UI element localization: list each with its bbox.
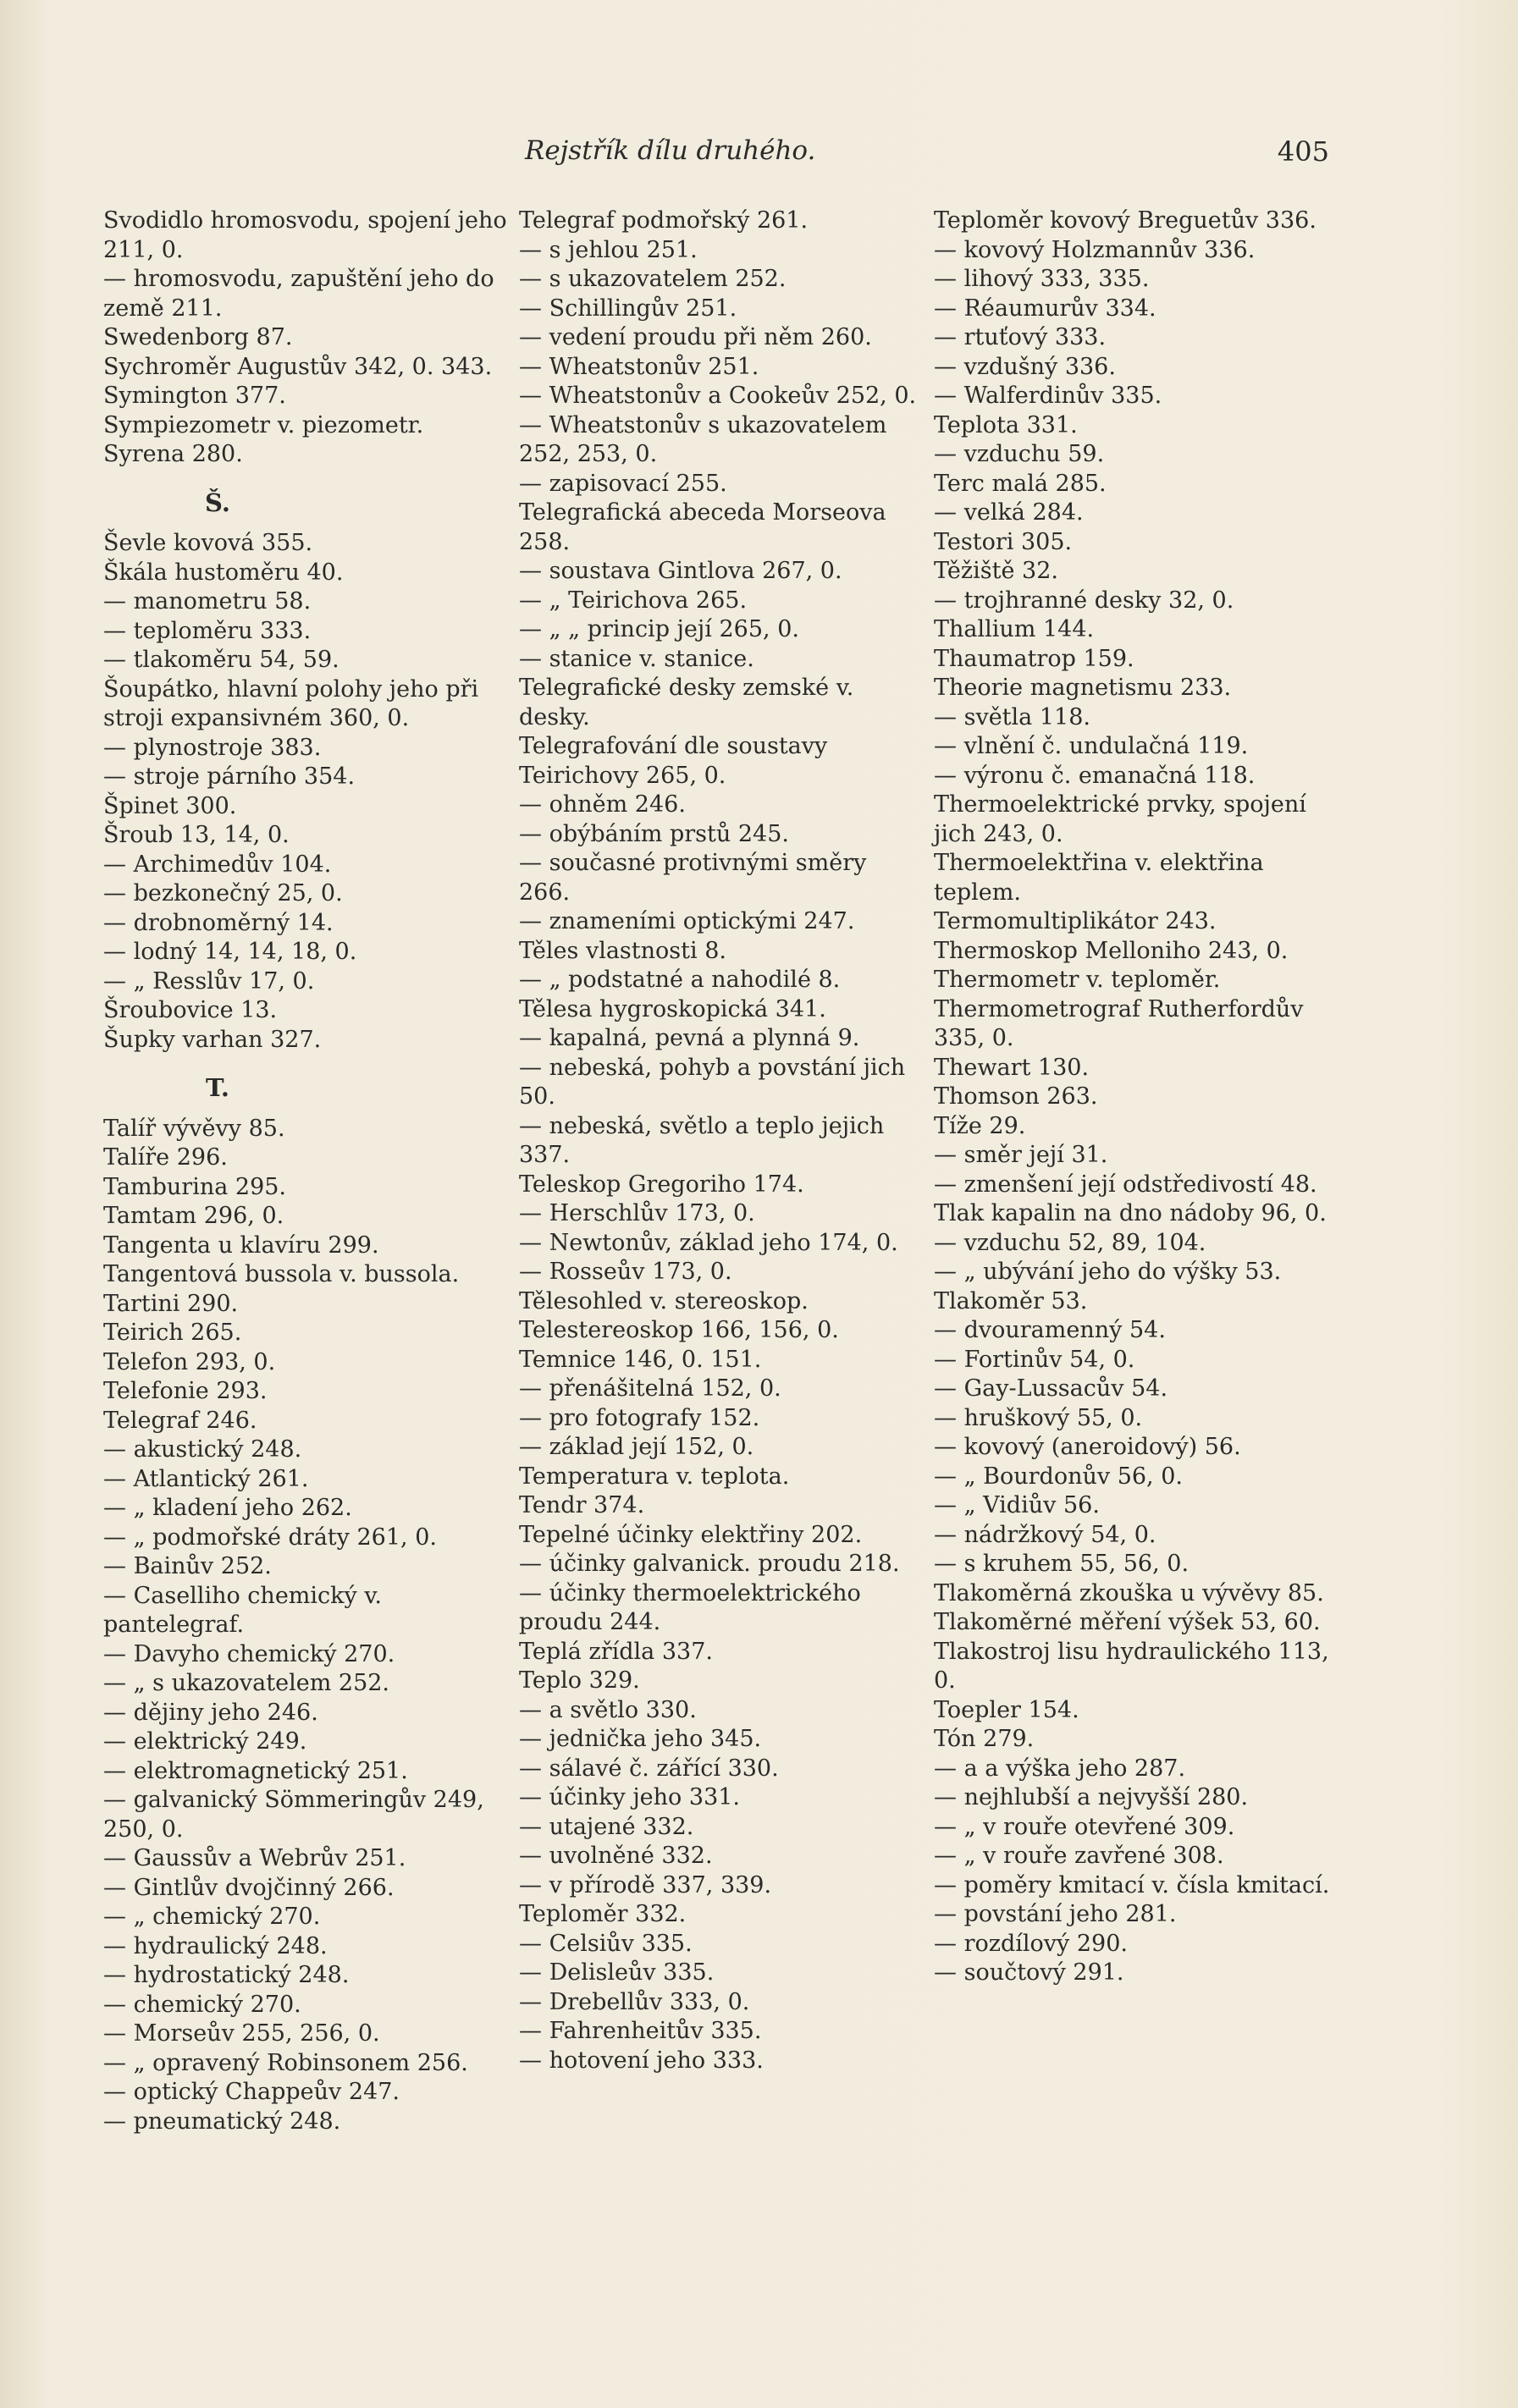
index-entry: — uvolněné 332. [519,1843,713,1869]
index-entry: — dvouramenný 54. [934,1317,1166,1343]
index-entry: Talíř vývěvy 85. [103,1115,285,1142]
index-entry: — „ „ princip její 265, 0. [519,616,799,642]
index-entry: Škála hustoměru 40. [103,559,344,586]
index-entry: Tlakoměrné měření výšek 53, 60. [934,1609,1321,1635]
index-entry: — světla 118. [934,703,1090,730]
index-entry: — teploměru 333. [103,617,312,644]
index-entry: Teploměr 332. [519,1901,687,1927]
index-entry: — trojhranné desky 32, 0. [934,587,1234,614]
index-entry: Svodidlo hromosvodu, spojení jeho 211, 0. [103,207,507,263]
index-entry: Tartini 290. [103,1290,239,1317]
section-letter-heading: Š. [204,488,230,517]
index-entry: Telegrafování dle soustavy Teirichovy 265, 0. [519,733,828,789]
index-entry: — optický Chappeův 247. [103,2079,400,2105]
index-entry: Šroubovice 13. [103,997,278,1023]
index-entry: — směr její 31. [934,1142,1108,1168]
index-entry: Teplota 331. [934,411,1078,438]
index-entry: Temnice 146, 0. 151. [519,1346,762,1373]
index-entry: — „ Teirichova 265. [519,587,748,614]
index-entry: — Gay-Lussacův 54. [934,1375,1168,1402]
index-entry: — základ její 152, 0. [519,1434,754,1460]
index-entry: Těles vlastnosti 8. [519,937,726,964]
index-entry: — nebeská, pohyb a povstání jich 50. [519,1054,906,1110]
index-entry: — vedení proudu při něm 260. [519,324,872,350]
index-entry: — Fortinův 54, 0. [934,1346,1135,1373]
index-entry: — tlakoměru 54, 59. [103,647,339,673]
index-entry: — bezkonečný 25, 0. [103,880,343,906]
index-entry: — kapalná, pevná a plynná 9. [519,1025,860,1051]
index-entry: Teploměr kovový Breguetův 336. [934,207,1317,234]
index-entry: — nejhlubší a nejvyšší 280. [934,1784,1249,1810]
index-entry: — Réaumurův 334. [934,295,1156,322]
index-entry: Toepler 154. [934,1696,1079,1723]
index-entry: — „ Bourdonův 56, 0. [934,1463,1183,1490]
index-entry: Šupky varhan 327. [103,1026,322,1053]
index-entry: — „ ubývání jeho do výšky 53. [934,1259,1282,1285]
index-entry: — galvanický Sömmeringův 249, 250, 0. [103,1787,484,1843]
index-entry: — výronu č. emanačná 118. [934,762,1256,789]
index-entry: — kovový (aneroidový) 56. [934,1434,1241,1460]
index-entry: — Wheatstonův s ukazovatelem 252, 253, 0. [519,411,887,467]
index-entry: Terc malá 285. [934,470,1107,497]
index-entry: — „ opravený Robinsonem 256. [103,2049,468,2076]
index-entry: — vzduchu 59. [934,441,1105,467]
index-column-right [934,207,1340,1988]
index-entry: Telegrafické desky zemské v. desky. [519,675,854,730]
index-entry: Thermoelektřina v. elektřina teplem. [934,850,1264,906]
index-entry: — „ Resslův 17, 0. [103,967,315,995]
index-entry: Teplo 329. [519,1667,640,1694]
index-entry: Thaumatrop 159. [934,645,1134,672]
index-entry: — Bainův 252. [103,1553,272,1579]
index-entry: Thermometr v. teploměr. [934,967,1221,993]
index-entry: — lihový 333, 335. [934,266,1150,292]
index-entry: Syrena 280. [103,441,243,467]
index-entry: — „ chemický 270. [103,1904,321,1930]
index-entry: — stroje párního 354. [103,763,356,790]
index-entry: — Rosseův 173, 0. [519,1259,732,1285]
index-entry: — lodný 14, 14, 18, 0. [103,939,357,965]
index-entry: Telegrafická abeceda Morseova 258. [519,499,886,555]
index-entry: Thallium 144. [934,616,1095,642]
index-entry: — Wheatstonův 251. [519,353,759,380]
index-entry: — Herschlův 173, 0. [519,1200,755,1226]
index-entry: — „ podmořské dráty 261, 0. [103,1524,437,1551]
index-entry: — soustava Gintlova 267, 0. [519,558,842,584]
index-entry: Swedenborg 87. [103,324,293,350]
index-entry: Šoupátko, hlavní polohy jeho při stroji expansivném 360, 0. [103,675,479,731]
index-entry: — obýbáním prstů 245. [519,820,789,847]
running-title: Rejstřík dílu druhého. [525,135,816,166]
index-entry: — Celsiův 335. [519,1930,693,1957]
index-entry: — „ kladení jeho 262. [103,1495,352,1521]
index-entry: — účinky galvanick. proudu 218. [519,1551,900,1577]
index-entry: — Gaussův a Webrův 251. [103,1845,406,1871]
index-entry: — účinky jeho 331. [519,1784,741,1810]
index-entry: — jednička jeho 345. [519,1726,762,1752]
index-entry: Tangenta u klavíru 299. [103,1232,379,1259]
index-entry: Symington 377. [103,383,286,409]
index-column-middle [519,207,921,2075]
index-column-left [103,207,510,2136]
index-entry: Teirich 265. [103,1320,242,1346]
index-entry: Tlakoměr 53. [934,1287,1088,1314]
index-entry: — Gintlův dvojčinný 266. [103,1874,395,1901]
index-entry: Telefonie 293. [103,1378,268,1404]
index-entry: — Fahrenheitův 335. [519,2018,762,2044]
index-entry: — „ s ukazovatelem 252. [103,1670,390,1696]
index-entry: — utajené 332. [519,1813,694,1840]
index-entry: — s jehlou 251. [519,236,698,263]
index-entry: Sychroměr Augustův 342, 0. 343. [103,353,493,380]
index-entry: Sympiezometr v. piezometr. [103,411,424,438]
index-entry: — pneumatický 248. [103,2108,341,2135]
index-entry: — hydraulický 248. [103,1932,328,1959]
index-entry: Thermoskop Melloniho 243, 0. [934,937,1289,964]
index-entry: Tepelné účinky elektřiny 202. [519,1521,863,1548]
index-entry: Temperatura v. teplota. [519,1463,790,1490]
index-entry: — současné protivnými směry 266. [519,850,867,906]
index-entry: — hromosvodu, zapuštění jeho do země 211. [103,266,494,322]
index-entry: — nádržkový 54, 0. [934,1521,1156,1548]
index-entry: Tamburina 295. [103,1173,287,1200]
index-entry: — manometru 58. [103,588,312,614]
index-entry: Telegraf 246. [103,1407,257,1434]
index-entry: Tíže 29. [934,1112,1026,1139]
index-entry: — vzdušný 336. [934,353,1116,380]
index-entry: — vlnění č. undulačná 119. [934,733,1249,759]
index-entry: Termomultiplikátor 243. [934,908,1217,934]
index-entry: Telefon 293, 0. [103,1348,276,1375]
index-entry: Testori 305. [934,528,1073,555]
index-entry: — zmenšení její odstředivostí 48. [934,1171,1317,1198]
index-entry: — a světlo 330. [519,1696,697,1723]
index-entry: — v přírodě 337, 339. [519,1871,772,1898]
page-header [102,135,1329,178]
index-entry: — přenášitelná 152, 0. [519,1375,781,1402]
index-entry: — elektromagnetický 251. [103,1757,408,1784]
index-entry: — plynostroje 383. [103,734,322,761]
index-entry: — Davyho chemický 270. [103,1640,395,1667]
index-entry: Tendr 374. [519,1492,645,1518]
index-entry: — rtuťový 333. [934,324,1107,350]
index-entry: — ohněm 246. [519,791,686,818]
index-entry: — nebeská, světlo a teplo jejich 337. [519,1112,885,1168]
index-entry: — Drebellův 333, 0. [519,1988,750,2015]
index-entry: Tón 279. [934,1726,1035,1752]
index-entry: Tlakostroj lisu hydraulického 113, 0. [934,1638,1329,1694]
index-entry: Thewart 130. [934,1054,1090,1081]
index-entry: Theorie magnetismu 233. [934,675,1232,701]
index-entry: — „ v rouře zavřené 308. [934,1843,1224,1869]
index-entry: — Wheatstonův a Cookeův 252, 0. [519,383,917,409]
index-entry: Tělesa hygroskopická 341. [519,995,826,1022]
index-entry: — znameními optickými 247. [519,908,855,934]
index-entry: Ševle kovová 355. [103,530,313,556]
index-entry: — s kruhem 55, 56, 0. [934,1551,1190,1577]
index-entry: — Atlantický 261. [103,1465,309,1492]
index-entry: — povstání jeho 281. [934,1901,1177,1927]
index-entry: Telegraf podmořský 261. [519,207,809,234]
index-entry: — sálavé č. zářící 330. [519,1755,779,1782]
page-number: 405 [1277,135,1329,168]
index-entry: — hydrostatický 248. [103,1962,350,1988]
index-entry: — drobnoměrný 14. [103,909,334,936]
index-entry: — a a výška jeho 287. [934,1755,1186,1782]
section-letter-heading: T. [206,1073,229,1102]
index-entry: — chemický 270. [103,1991,301,2018]
index-entry: Těžiště 32. [934,558,1058,584]
index-entry: Teplá zřídla 337. [519,1638,713,1665]
index-entry: — hruškový 55, 0. [934,1404,1143,1431]
index-entry: Tlakoměrná zkouška u vývěvy 85. [934,1579,1324,1606]
index-entry: — poměry kmitací v. čísla kmitací. [934,1871,1330,1898]
index-entry: — dějiny jeho 246. [103,1699,318,1726]
index-entry: Teleskop Gregoriho 174. [519,1171,804,1198]
index-entry: — velká 284. [934,499,1084,526]
index-entry: — „ Vidiův 56. [934,1492,1100,1518]
index-entry: — Morseův 255, 256, 0. [103,2020,380,2047]
index-entry: Tamtam 296, 0. [103,1203,284,1229]
index-entry: Thermometrograf Rutherfordův 335, 0. [934,995,1304,1051]
index-entry: Thermoelektrické prvky, spojení jich 243, 0. [934,791,1306,847]
index-entry: — pro fotografy 152. [519,1404,760,1431]
index-entry: — rozdílový 290. [934,1930,1128,1957]
index-entry: — účinky thermoelektrického proudu 244. [519,1579,861,1635]
index-entry: — stanice v. stanice. [519,645,754,672]
index-entry: — s ukazovatelem 252. [519,266,787,292]
index-entry: Tangentová bussola v. bussola. [103,1261,460,1287]
index-entry: — „ podstatné a nahodilé 8. [519,967,841,993]
index-entry: — elektrický 249. [103,1728,307,1755]
index-entry: — vzduchu 52, 89, 104. [934,1229,1206,1256]
index-entry: — Schillingův 251. [519,295,737,322]
index-entry: Šroub 13, 14, 0. [103,822,290,848]
index-entry: Špinet 300. [103,792,237,819]
index-entry: — součtový 291. [934,1959,1124,1986]
index-entry: — zapisovací 255. [519,470,727,497]
index-entry: — hotovení jeho 333. [519,2047,764,2074]
index-entry: — Newtonův, základ jeho 174, 0. [519,1229,898,1256]
index-entry: Tlak kapalin na dno nádoby 96, 0. [934,1200,1327,1226]
index-entry: Thomson 263. [934,1083,1098,1110]
index-entry: — kovový Holzmannův 336. [934,236,1256,263]
index-entry: Telestereoskop 166, 156, 0. [519,1317,839,1343]
index-entry: Tělesohled v. stereoskop. [519,1287,809,1314]
index-entry: — „ v rouře otevřené 309. [934,1813,1235,1840]
index-entry: Talíře 296. [103,1144,228,1171]
index-entry: — Caselliho chemický v. pantelegraf. [103,1582,382,1638]
index-entry: — akustický 248. [103,1436,302,1463]
index-entry: — Delisleův 335. [519,1959,715,1986]
index-entry: — Archimedův 104. [103,851,332,878]
index-entry: — Walferdinův 335. [934,383,1162,409]
